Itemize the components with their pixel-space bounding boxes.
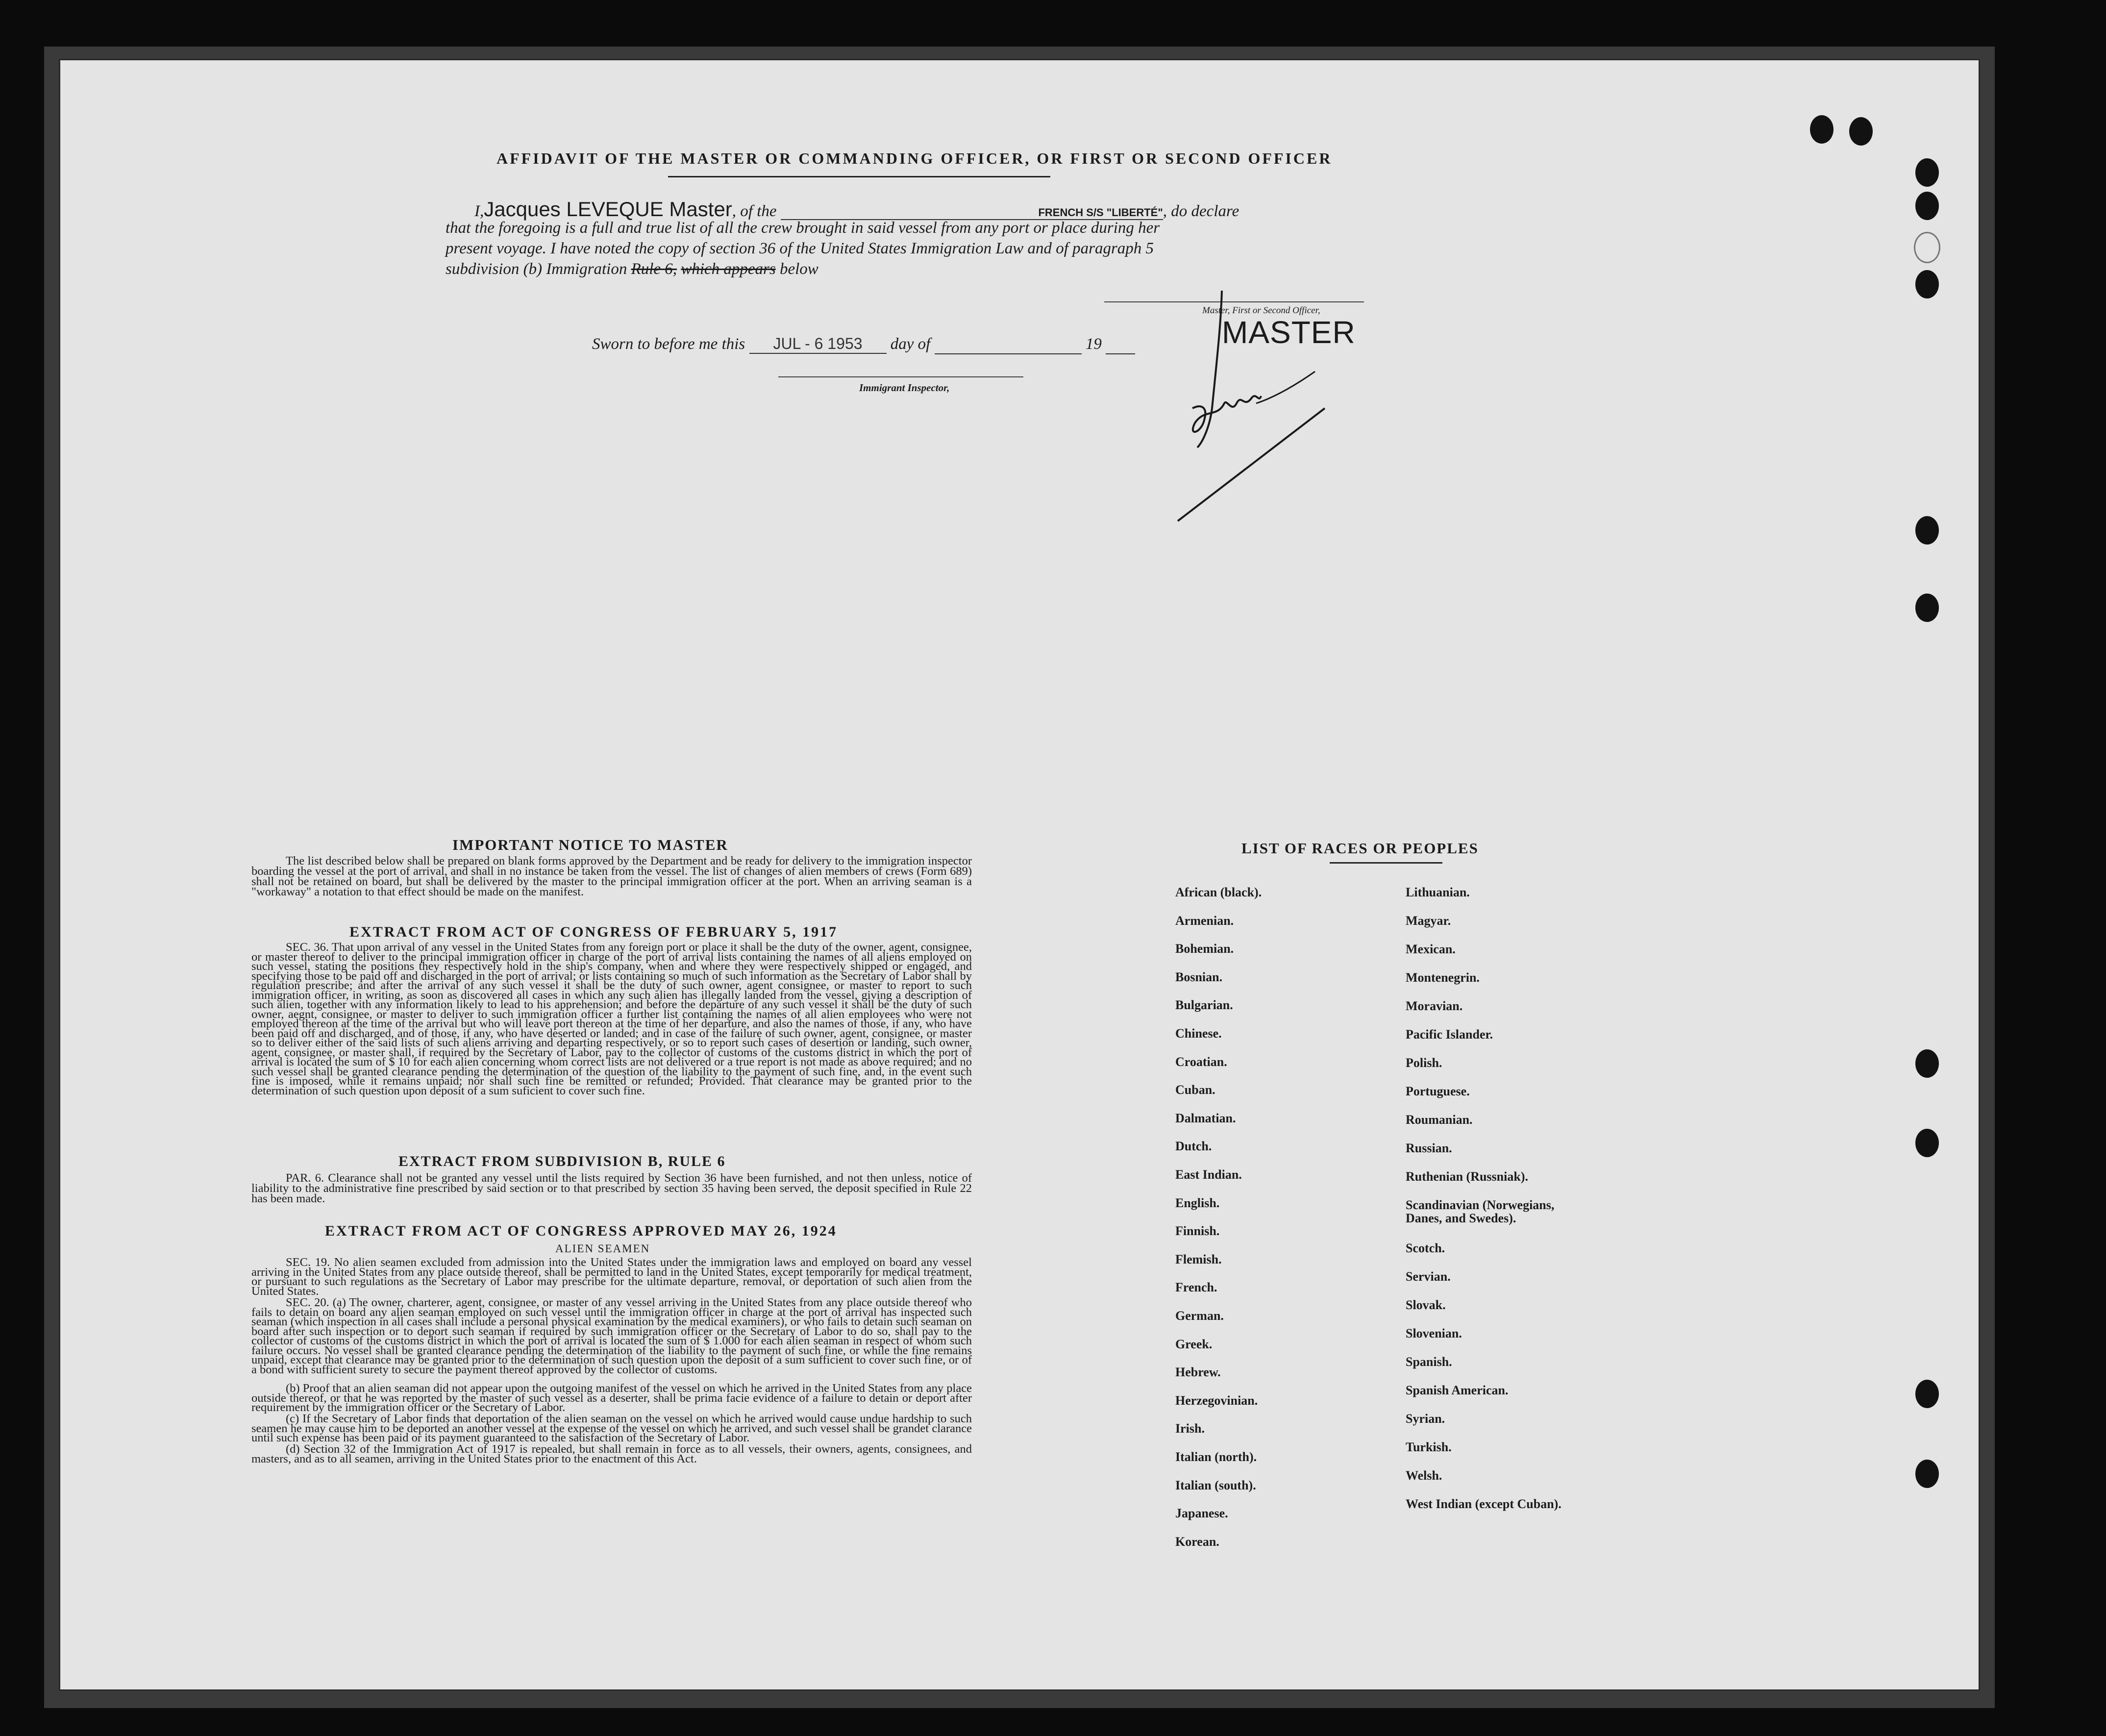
race-item: Polish. xyxy=(1406,1056,1442,1070)
race-item: Italian (south). xyxy=(1175,1478,1256,1492)
master-signature xyxy=(1158,286,1364,541)
line4-part-d: below xyxy=(779,260,818,278)
sworn-line xyxy=(592,335,1135,354)
rule-6-heading: EXTRACT FROM SUBDIVISION B, RULE 6 xyxy=(398,1153,726,1169)
race-item: East Indian. xyxy=(1175,1167,1242,1182)
race-item: Bohemian. xyxy=(1175,942,1234,956)
race-item: English. xyxy=(1175,1195,1220,1210)
race-item: Servian. xyxy=(1406,1269,1451,1284)
binder-hole xyxy=(1810,115,1833,144)
race-item: Bulgarian. xyxy=(1175,998,1233,1013)
section-20a-text: SEC. 20. (a) The owner, charterer, agent, consignee, or master of any vessel arriving in the United States from any place outside thereof who fails to detain on board any alien seaman employed on such vessel until the immigration officer in charge at the port of arrival has inspected such seaman (which inspection in all cases shall include a personal physical examination by the medical examiners), or who fails to detain such seaman on board after such inspection or to deport such seaman if required by such immigration officer or the Secretary of Labor to do so, shall pay to the collector of customs of the customs district in which the port of arrival is located the sum of $ 1.000 for each alien seaman in respect of whom such failure occurs. No vessel shall be granted clearance pending the determination of the liability to the payment of such fine, or while the fine remains unpaid, except that clearance may be granted prior to the determination of such question upon the deposit of a sum sufficient to cover such fine, or of a bond with sufficient surety to secure the payment thereof approved by the collector of customs. xyxy=(251,1296,972,1376)
vessel-name: FRENCH S/S "LIBERTÉ" xyxy=(781,206,1163,220)
binder-hole xyxy=(1915,158,1939,187)
line4-struck-rule: Rule 6, xyxy=(631,260,677,278)
race-item: Slovenian. xyxy=(1406,1326,1462,1340)
race-item: Scandinavian (Norwegians, Danes, and Swedes). xyxy=(1406,1198,1555,1225)
race-item: Korean. xyxy=(1175,1534,1219,1549)
master-stamp: MASTER xyxy=(1222,315,1356,350)
race-item: Roumanian. xyxy=(1406,1113,1473,1127)
section-20c-text: (c) If the Secretary of Labor finds that deportation of the alien seaman on the vessel on which he arrived would cause undue hardship to such seamen he may cause him to be deported an another vessel at the expense of the vessel on which he arrived, and such vessel shall be grandet clarance until such expense has been paid or its payment guaranteed to the satisfaction of the Secretary of Labor. xyxy=(251,1412,972,1444)
race-item: Chinese. xyxy=(1175,1026,1222,1041)
binder-hole xyxy=(1915,516,1939,545)
section-19-text: SEC. 19. No alien seamen excluded from admission into the United States under the immigration laws and employed on board any vessel arriving in the United States from any place outside thereof, shall be permitted to land in the United States, except temporarily for medical treatment, or pursuant to such regulations as the Secretary of Labor may prescribe for the ultimate departure, removal, or deportation of such alien from the United States. xyxy=(251,1256,972,1298)
binder-hole xyxy=(1915,270,1939,298)
binder-hole xyxy=(1915,1049,1939,1078)
race-item: Croatian. xyxy=(1175,1054,1227,1069)
binder-hole xyxy=(1915,594,1939,622)
section-36-text: SEC. 36. That upon arrival of any vessel in the United States from any foreign port or place it shall be the duty of the owner, agent, consignee, or master thereof to deliver to the principal immigration officer in charge of the port of arrival lists containing the names of all aliens employed on such vessel, stating the positions they respectively hold in the ship's company, when and where they were respectively shipped or engaged, and specifying those to be paid off and discharged in the port of arrival; or lists containing so much of such information as the Secretary of Labor shall by regulation prescribe; and after the arrival of any such vessel it shall be the duty of such owner, agent consignee, or master to report to such immigration officer, in writing, as soon as discovered all cases in which any such alien has illegally landed from the vessel, giving a description of such alien, together with any information likely to lead to his apprehension; and before the departure of any such vessel it shall be the duty of such owner, aegnt, consignee, or master to deliver to such immigration officer a further list containing the names of all alien employees who were not employed thereon at the time of the arrival but who will leave port thereon at the time of her departure, and also the names of those, if any, who have been paid off and discharged, and of those, if any, who have deserted or landed; and in case of the failure of such owner, agent, consignee, or master so to deliver either of the said lists of such aliens arriving and departing respectively, or so to report such cases of desertion or landing, such owner, agent, consignee, or master shall, if required by the Secretary of Labor, pay to the collector of customs of the customs district in which the port of arrival is located the sum of $ 10 for each alien concerning whom correct lists are not delivered or a true report is not made as above required; and no such vessel shall be granted clearance pending the determination of the question of the liability to the payment of such fine, and, in the event such fine is imposed, while it remains unpaid; nor shall such fine be remitted or refunded; Provided. That clearance may be granted prior to the determination of such question upon deposit of a sum suficient to cover such fine. xyxy=(251,941,972,1097)
race-item: Hebrew. xyxy=(1175,1365,1221,1380)
line4-part-a: subdivision (b) Immigration xyxy=(446,260,627,278)
race-item: Mexican. xyxy=(1406,942,1456,956)
races-heading-rule xyxy=(1330,862,1442,864)
race-item: Flemish. xyxy=(1175,1252,1222,1266)
race-item: Turkish. xyxy=(1406,1440,1452,1454)
binder-hole xyxy=(1914,232,1940,263)
section-20d-text: (d) Section 32 of the Immigration Act of 1917 is repealed, but shall remain in force as to all vessels, their owners, agents, consignees, and masters, and as to all seamen, arriving in the United States prior to the enactment of this Act. xyxy=(251,1442,972,1465)
notice-intro: The list described below shall be prepared on blank forms approved by the Department and be ready for delivery to the immigration inspector boarding the vessel at the port of arrival, and shall in no instance be taken from the vessel. The list of changes of alien members of crews (Form 689) shall not be retained on board, but shall be delivered by the master to the principal immigration officer at the port. When an arriving seaman is a "workaway" a notation to that effect should be made on the manifest. xyxy=(251,854,972,898)
race-item: Finnish. xyxy=(1175,1224,1220,1239)
declaration-prefix: I, xyxy=(474,202,484,220)
declaration-line-2: that the foregoing is a full and true list of all the crew brought in said vessel from any port or place during her xyxy=(446,219,1160,237)
binder-hole xyxy=(1915,1460,1939,1488)
race-item: Scotch. xyxy=(1406,1241,1445,1255)
extract-1917-heading: EXTRACT FROM ACT OF CONGRESS OF FEBRUARY 5, 1917 xyxy=(349,924,838,940)
races-heading: LIST OF RACES OR PEOPLES xyxy=(1241,840,1479,857)
race-item: Ruthenian (Russniak). xyxy=(1406,1169,1528,1184)
race-item: Armenian. xyxy=(1175,913,1234,928)
line4-struck-text: which appears xyxy=(681,260,776,278)
race-item: French. xyxy=(1175,1280,1217,1295)
inspector-signature-line xyxy=(778,376,1023,377)
inspector-label: Immigrant Inspector, xyxy=(859,382,950,394)
date-stamp: JUL - 6 1953 xyxy=(749,335,887,354)
year-prefix: 19 xyxy=(1085,335,1102,353)
section-20b-text: (b) Proof that an alien seaman did not appear upon the outgoing manifest of the vessel on which he arrived in the United States from any place outside thereof, or that he was reported by the master of such vessel as a deserter, shall be prima facie evidence of a failure to detain or deport after requirement by the immigration officer or the Secretary of Labor. xyxy=(251,1382,972,1414)
race-item: Japanese. xyxy=(1175,1506,1228,1521)
race-item: Welsh. xyxy=(1406,1468,1442,1483)
declaration-line-3: present voyage. I have noted the copy of section 36 of the United States Immigration Law and of paragraph 5 xyxy=(446,240,1154,257)
of-the-text: of the xyxy=(740,202,777,220)
binder-hole xyxy=(1849,117,1873,146)
race-item: Greek. xyxy=(1175,1337,1213,1351)
alien-seamen-subheading: ALIEN SEAMEN xyxy=(555,1242,650,1255)
race-item: Italian (north). xyxy=(1175,1450,1257,1464)
race-item: West Indian (except Cuban). xyxy=(1406,1497,1561,1511)
race-item: Spanish American. xyxy=(1406,1383,1509,1397)
race-item: Irish. xyxy=(1175,1421,1205,1436)
race-item: Cuban. xyxy=(1175,1083,1215,1097)
race-item: Bosnian. xyxy=(1175,969,1223,984)
typed-master-name: Jacques LEVEQUE Master xyxy=(484,198,732,221)
race-item: Lithuanian. xyxy=(1406,885,1470,899)
notice-heading: IMPORTANT NOTICE TO MASTER xyxy=(452,836,728,853)
heading-rule xyxy=(668,176,1050,177)
binder-hole xyxy=(1915,1129,1939,1157)
race-item: Russian. xyxy=(1406,1141,1452,1155)
binder-hole xyxy=(1915,192,1939,220)
officer-label: Master, First or Second Officer, xyxy=(1202,305,1320,316)
race-item: African (black). xyxy=(1175,885,1262,899)
affidavit-heading: AFFIDAVIT OF THE MASTER OR COMMANDING OFFICER, OR FIRST OR SECOND OFFICER xyxy=(496,149,1333,167)
binder-hole xyxy=(1915,1380,1939,1408)
do-declare-text: , do declare xyxy=(1163,202,1239,220)
day-of-text: day of xyxy=(890,335,931,353)
paragraph-6-text: PAR. 6. Clearance shall not be granted any vessel until the lists required by Section 36 have been furnished, and not then unless, notice of liability to the administrative fine prescribed by said section or to that prescribed by section 35 having been served, the deposit specified in Rule 22 has been made. xyxy=(251,1171,972,1205)
race-item: Magyar. xyxy=(1406,914,1451,928)
document-page xyxy=(59,59,1980,1691)
race-item: Montenegrin. xyxy=(1406,970,1480,985)
declaration-line-4 xyxy=(446,260,818,278)
race-item: Herzegovinian. xyxy=(1175,1393,1258,1408)
race-item: Slovak. xyxy=(1406,1298,1446,1312)
race-item: Syrian. xyxy=(1406,1412,1445,1426)
race-item: Spanish. xyxy=(1406,1355,1452,1369)
race-item: Dutch. xyxy=(1175,1139,1212,1154)
declaration-line-1: I,Jacques LEVEQUE Master, of the FRENCH S/S "LIBERTÉ", do declare xyxy=(474,198,1239,221)
race-item: Pacific Islander. xyxy=(1406,1027,1493,1042)
race-item: Portuguese. xyxy=(1406,1084,1470,1098)
extract-1924-heading: EXTRACT FROM ACT OF CONGRESS APPROVED MAY 26, 1924 xyxy=(325,1223,837,1239)
sworn-text: Sworn to before me this xyxy=(592,335,745,353)
race-item: Moravian. xyxy=(1406,999,1463,1013)
race-item: German. xyxy=(1175,1309,1224,1323)
race-item: Dalmatian. xyxy=(1175,1111,1236,1125)
